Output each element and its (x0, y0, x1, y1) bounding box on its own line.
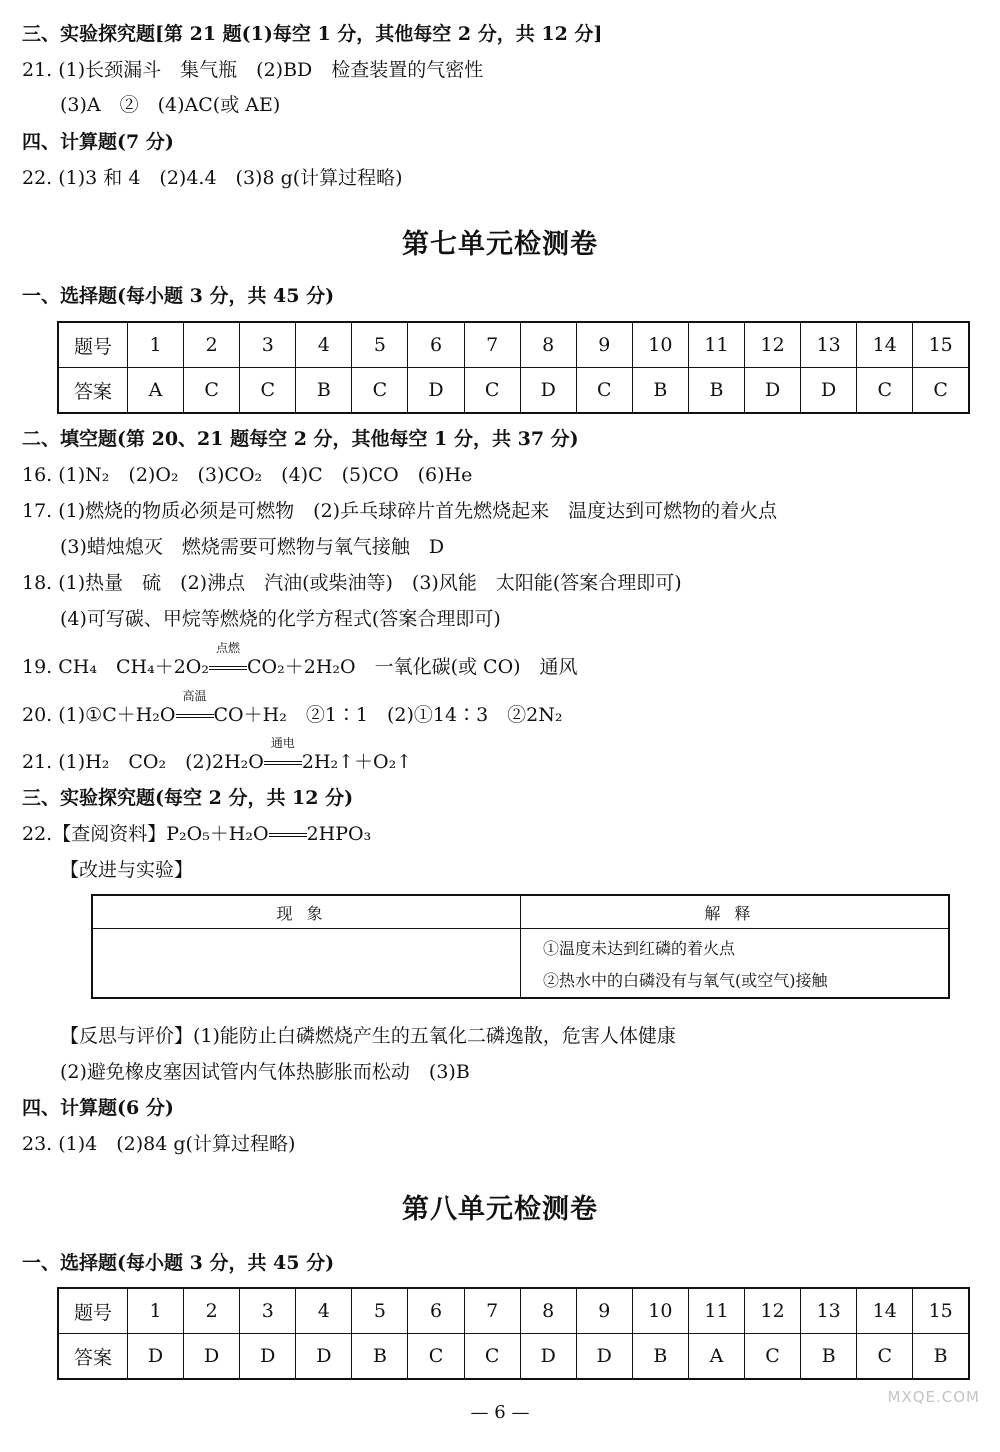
table-cell: 12 (745, 1288, 801, 1334)
table-cell: D (184, 1334, 240, 1380)
table-cell: B (688, 368, 744, 414)
table-cell: 12 (745, 322, 801, 368)
table-cell: 3 (240, 1288, 296, 1334)
table-cell: 9 (576, 1288, 632, 1334)
q21-pre: 21. (1)H₂ CO₂ (2)2H₂O (22, 751, 264, 773)
q20-post: CO＋H₂ ②1∶1 (2)①14∶3 ②2N₂ (213, 704, 563, 726)
q22-reflect-line1: 【反思与评价】(1)能防止白磷燃烧产生的五氧化二磷逸散，危害人体健康 (60, 1025, 676, 1047)
table-row (58, 1334, 969, 1380)
table-cell: 2 (184, 1288, 240, 1334)
unit7-s3-heading: 三、实验探究题(每空 2 分，共 12 分) (22, 787, 354, 809)
table-cell: 4 (296, 1288, 352, 1334)
q22-post: 2HPO₃ (306, 823, 372, 845)
table-cell: D (520, 368, 576, 414)
table-cell: B (632, 368, 688, 414)
unit7-answer-table (57, 321, 970, 414)
table-cell: 15 (913, 1288, 969, 1334)
q21-line1: 21. (1)长颈漏斗 集气瓶 (2)BD 检查装置的气密性 (22, 59, 484, 81)
q18-line2: (4)可写碳、甲烷等燃烧的化学方程式(答案合理即可) (60, 608, 501, 630)
table-cell: C (913, 368, 969, 414)
q20-pre: 20. (1)①C＋H₂O (22, 704, 176, 726)
table-cell: 2 (184, 322, 240, 368)
table-cell: 15 (913, 322, 969, 368)
table-cell: C (857, 368, 913, 414)
table-row (92, 895, 949, 929)
table-cell: 7 (464, 1288, 520, 1334)
reaction-arrow (209, 641, 247, 679)
q19-pre: 19. CH₄ CH₄＋2O₂ (22, 656, 209, 678)
table-cell: 11 (688, 322, 744, 368)
unit7-s1-heading: 一、选择题(每小题 3 分，共 45 分) (22, 285, 335, 307)
unit7-s2-heading: 二、填空题(第 20、21 题每空 2 分，其他每空 1 分，共 37 分) (22, 428, 579, 450)
section-4-heading: 四、计算题(7 分) (22, 131, 174, 153)
q22-answer: 22. (1)3 和 4 (2)4.4 (3)8 g(计算过程略) (22, 167, 403, 189)
table-cell: D (801, 368, 857, 414)
column-header-phenomenon: 现象 (92, 895, 521, 929)
table-cell: D (128, 1334, 184, 1380)
table-cell: B (632, 1334, 688, 1380)
q21-line2: (3)A ② (4)AC(或 AE) (60, 94, 281, 116)
column-header-explanation: 解释 (521, 895, 950, 929)
table-cell: C (464, 368, 520, 414)
table-cell: 5 (352, 322, 408, 368)
table-cell: C (240, 368, 296, 414)
table-cell: D (576, 1334, 632, 1380)
section-3-heading: 三、实验探究题[第 21 题(1)每空 1 分，其他每空 2 分，共 12 分] (22, 23, 603, 45)
table-cell: 9 (576, 322, 632, 368)
table-cell: C (352, 368, 408, 414)
reaction-condition: 通电 (270, 736, 295, 750)
table-cell: D (240, 1334, 296, 1380)
table-cell: 1 (128, 1288, 184, 1334)
table-cell: 6 (408, 322, 464, 368)
q18-line1: 18. (1)热量 硫 (2)沸点 汽油(或柴油等) (3)风能 太阳能(答案合理即可) (22, 572, 682, 594)
experiment-table (91, 894, 950, 999)
table-cell: 13 (801, 322, 857, 368)
unit8-title: 第八单元检测卷 (402, 1194, 598, 1225)
table-cell: 8 (520, 322, 576, 368)
table-row (58, 1288, 969, 1334)
table-cell: 13 (801, 1288, 857, 1334)
watermark: MXQE.COM (887, 1388, 980, 1406)
table-cell: 14 (857, 322, 913, 368)
table-cell: C (745, 1334, 801, 1380)
table-cell: 10 (632, 1288, 688, 1334)
row-label: 题号 (58, 1288, 128, 1334)
q17-line1: 17. (1)燃烧的物质必须是可燃物 (2)乒乓球碎片首先燃烧起来 温度达到可燃物的着火点 (22, 500, 778, 522)
table-cell: B (801, 1334, 857, 1380)
phenomenon-cell (92, 929, 521, 999)
q22-line1 (22, 822, 371, 846)
table-cell: 11 (688, 1288, 744, 1334)
table-cell: B (913, 1334, 969, 1380)
q21-answer (22, 736, 413, 774)
table-cell: 14 (857, 1288, 913, 1334)
table-row (58, 322, 969, 368)
table-cell: C (408, 1334, 464, 1380)
q21-post: 2H₂↑＋O₂↑ (301, 751, 413, 773)
table-cell: 8 (520, 1288, 576, 1334)
table-cell: 5 (352, 1288, 408, 1334)
table-cell: C (576, 368, 632, 414)
reaction-arrow (269, 822, 307, 846)
table-cell: B (352, 1334, 408, 1380)
table-row (92, 929, 949, 999)
explanation-cell (521, 929, 950, 999)
reaction-arrow (176, 689, 214, 727)
table-cell: C (464, 1334, 520, 1380)
table-cell: D (520, 1334, 576, 1380)
unit8-answer-table (57, 1287, 970, 1380)
table-cell: D (296, 1334, 352, 1380)
reaction-arrow (264, 736, 302, 774)
unit7-title: 第七单元检测卷 (402, 229, 598, 260)
table-cell: C (184, 368, 240, 414)
q23-answer: 23. (1)4 (2)84 g(计算过程略) (22, 1133, 296, 1155)
page-number: — 6 — (470, 1402, 530, 1423)
table-cell: D (408, 368, 464, 414)
table-cell: 10 (632, 322, 688, 368)
q22-pre: 22.【查阅资料】P₂O₅＋H₂O (22, 823, 269, 845)
reaction-condition: 点燃 (215, 641, 240, 655)
q20-answer (22, 689, 563, 727)
table-cell: 4 (296, 322, 352, 368)
row-label: 题号 (58, 322, 128, 368)
q16-answer: 16. (1)N₂ (2)O₂ (3)CO₂ (4)C (5)CO (6)He (22, 464, 473, 486)
table-cell: B (296, 368, 352, 414)
unit7-s4-heading: 四、计算题(6 分) (22, 1097, 174, 1119)
table-cell: A (688, 1334, 744, 1380)
table-cell: D (745, 368, 801, 414)
table-cell: 7 (464, 322, 520, 368)
unit8-s1-heading: 一、选择题(每小题 3 分，共 45 分) (22, 1252, 335, 1274)
explanation-item-2: ②热水中的白磷没有与氧气(或空气)接触 (543, 971, 828, 990)
row-label: 答案 (58, 1334, 128, 1380)
table-cell: C (857, 1334, 913, 1380)
q19-answer (22, 641, 578, 679)
table-cell: A (128, 368, 184, 414)
table-cell: 1 (128, 322, 184, 368)
table-row (58, 368, 969, 414)
explanation-item-1: ①温度未达到红磷的着火点 (543, 939, 736, 958)
q22-reflect-line2: (2)避免橡皮塞因试管内气体热膨胀而松动 (3)B (60, 1061, 470, 1083)
reaction-condition: 高温 (182, 689, 207, 703)
q22-improve-heading: 【改进与实验】 (60, 859, 194, 881)
q17-line2: (3)蜡烛熄灭 燃烧需要可燃物与氧气接触 D (60, 536, 445, 558)
table-cell: 3 (240, 322, 296, 368)
table-cell: 6 (408, 1288, 464, 1334)
row-label: 答案 (58, 368, 128, 414)
q19-post: CO₂＋2H₂O 一氧化碳(或 CO) 通风 (247, 656, 578, 678)
